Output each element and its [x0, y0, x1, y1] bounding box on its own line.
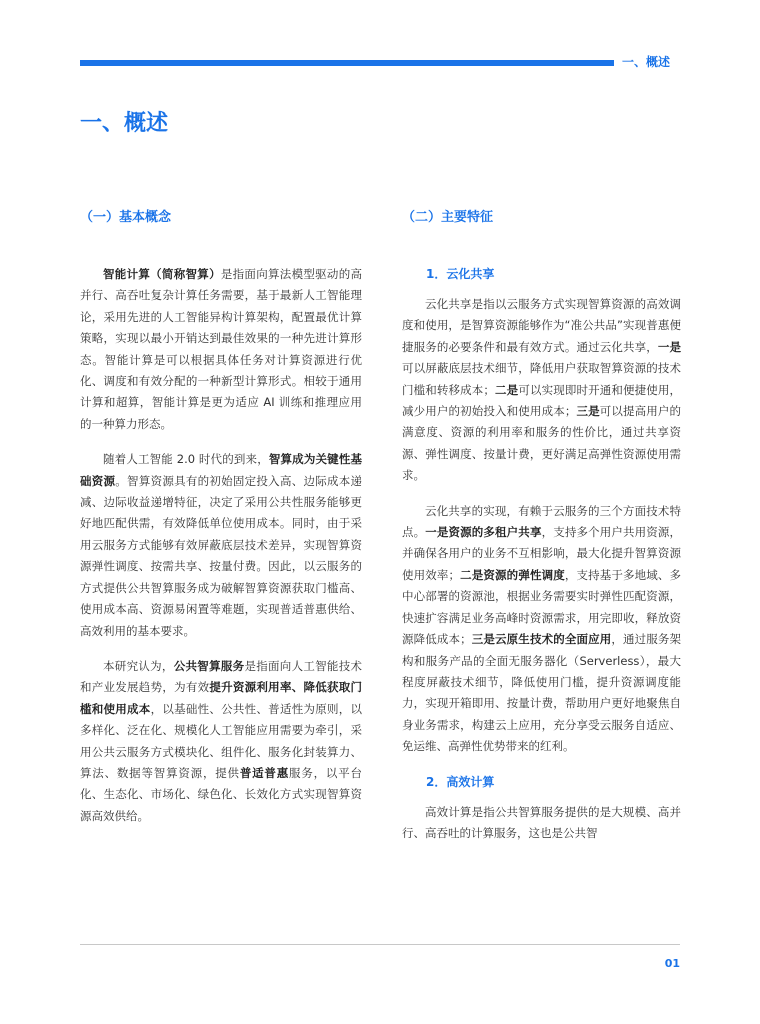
section-heading-basic-concepts: （一）基本概念 [80, 210, 172, 225]
header-accent-bar [80, 60, 614, 66]
paragraph-cloud-sharing-definition [402, 294, 681, 487]
paragraph-efficient-computing: 高效计算是指公共智算服务提供的是大规模、高并行、高吞吐的计算服务，这也是公共智 [402, 804, 681, 840]
bold-term: 公共智算服务 [173, 658, 245, 673]
bold-term: 一是资源的多租户共享 [425, 525, 542, 540]
bold-term: 二是资源的弹性调度 [460, 567, 565, 582]
text-span: 云化共享的实现，有赖于云服务的三个方面技术特点。 [402, 503, 681, 540]
text-span: 是指面向人工智能技术和产业发展趋势，为有效 [80, 658, 363, 695]
text-span: 可以提高用户的满意度、资源的利用率和服务的性价比，通过共享资源、弹性调度、按量计费，更好满足高弹性资源使用需求。 [402, 404, 682, 483]
section-heading-main-features: （二）主要特征 [402, 210, 494, 225]
paragraph-smart-computing-resources [80, 449, 362, 642]
paragraph-smart-computing-definition [80, 264, 362, 435]
text-span: 服务，以平台化、生态化、市场化、绿色化、长效化方式实现智算资源高效供给。 [80, 765, 363, 823]
footer-divider [80, 944, 680, 945]
text-span: ，通过服务架构和服务产品的全面无服务器化（Serverless），最大程度屏蔽技术细节，降低使用门槛，提升资源调度能力，实现开箱即用、按量计费，帮助用户更好地聚焦自身业务需求，构建云上应用，充分享受云服务自适应、免运维、高弹性优势带来的红利。 [402, 632, 682, 754]
bold-term: 一是 [657, 339, 682, 354]
running-header: 一、概述 [622, 55, 671, 69]
bold-term: 普适普惠 [239, 765, 290, 780]
text-span: 云化共享是指以云服务方式实现智算资源的高效调度和使用，是智算资源能够作为“准公共品”实现普惠便捷服务的必要条件和最有效方式。通过云化共享， [402, 297, 681, 354]
text-span: 随着人工智能 2.0 时代的到来， [103, 452, 269, 467]
text-span: ，支持基于多地域、多中心部署的资源池，根据业务需要实时弹性匹配资源，快速扩容满足业务高峰时资源需求，用完即收，释放资源降低成本； [402, 567, 682, 647]
text-span: ，以基础性、公共性、普适性为原则，以多样化、泛在化、规模化人工智能应用需要为牵引，采用公共云服务方式模块化、组件化、服务化封装算力、算法、数据等智算资源，提供 [80, 701, 363, 780]
text-span: 。智算资源具有的初始固定投入高、边际成本递减、边际收益递增特征，决定了采用公共性服务能够更好地匹配供需，有效降低单位使用成本。同时，由于采用云服务方式能够有效屏蔽底层技术差异，实现智算资源弹性调度、按需共享、按量付费。因此，以云服务的方式提供公共智算服务成为破解智算资源获取门槛高、使用成本高、资源易闲置等难题，实现普适普惠供给、高效利用的基本要求。 [80, 473, 363, 638]
text-span: 本研究认为， [103, 658, 174, 673]
text-span: 是指面向算法模型驱动的高并行、高吞吐复杂计算任务需要，基于最新人工智能理论，采用先进的人工智能异构计算架构，配置最优计算策略，实现以最小开销达到最佳效果的一种先进计算形态。智能计算是可以根据具体任务对计算资源进行优化、调度和有效分配的一种新型计算形式。相较于通用计算和超算，智能计算是更为适应 AI 训练和推理应用的一种算力形态。 [80, 267, 363, 431]
left-column [80, 208, 362, 841]
bold-term: 三是 [576, 404, 600, 419]
page-title: 一、概述 [80, 111, 169, 136]
bold-term: 二是 [494, 382, 519, 397]
page-number: 01 [664, 957, 680, 970]
bold-term: 智能计算（简称智算） [103, 267, 221, 281]
text-span: 可以实现即时开通和便捷使用，减少用户的初始投入和使用成本； [402, 382, 682, 419]
paragraph-cloud-sharing-technical-features [402, 501, 681, 758]
text-span: ，支持多个用户共用资源，并确保各用户的业务不互相影响，最大化提升智算资源使用效率； [402, 525, 682, 582]
bold-term: 三是云原生技术的全面应用 [471, 632, 612, 647]
subheading-cloud-sharing: 1．云化共享 [426, 267, 495, 281]
subheading-efficient-computing: 2．高效计算 [426, 774, 495, 789]
bold-term: 提升资源利用率、降低获取门槛和使用成本 [80, 680, 363, 716]
paragraph-public-smart-computing-service [80, 656, 362, 827]
text-span: 可以屏蔽底层技术细节，降低用户获取智算资源的技术门槛和转移成本； [402, 361, 681, 397]
right-column [402, 208, 681, 858]
bold-term: 智算成为关键性基础资源 [80, 452, 362, 488]
